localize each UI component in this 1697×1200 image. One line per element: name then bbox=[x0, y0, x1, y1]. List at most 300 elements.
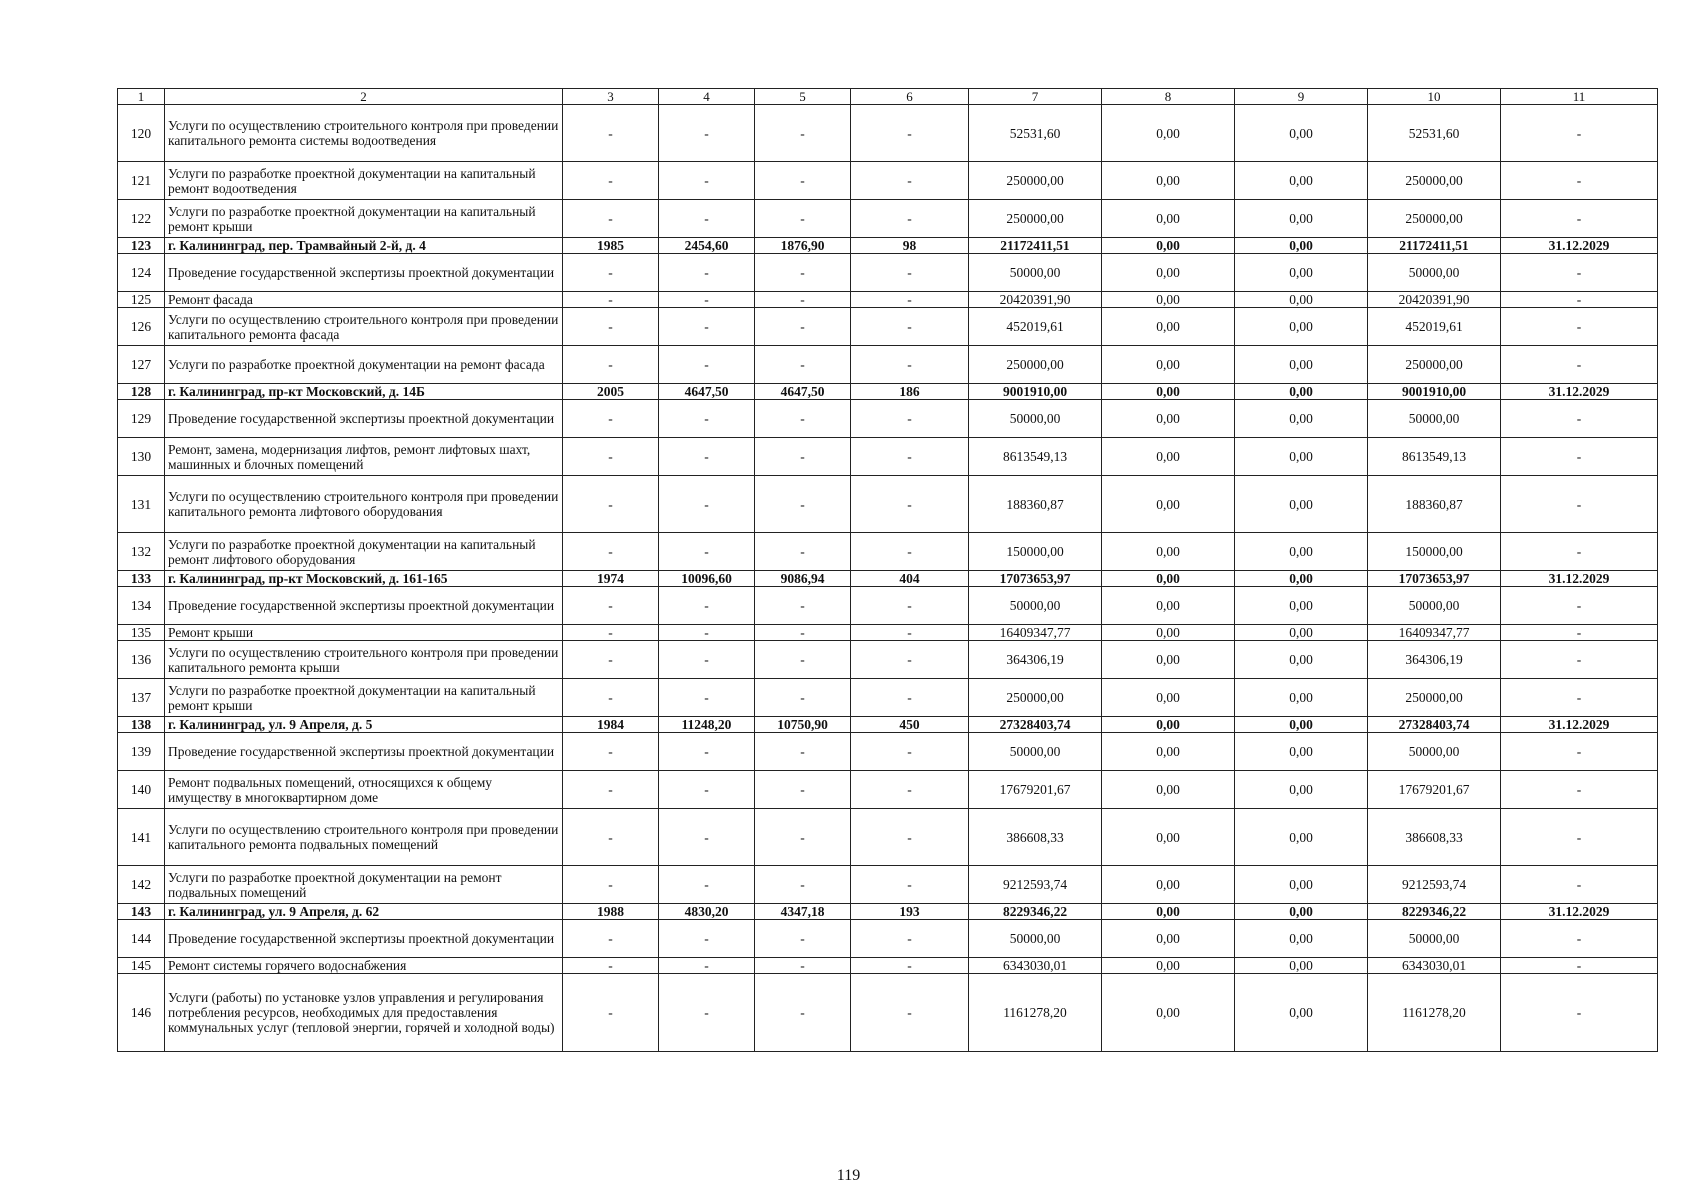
row-number-cell: 142 bbox=[118, 866, 165, 904]
table-body bbox=[118, 89, 1658, 1052]
year-built-cell: - bbox=[563, 920, 659, 958]
cost-col-9-cell: 0,00 bbox=[1235, 717, 1368, 733]
year-built-cell: - bbox=[563, 254, 659, 292]
deadline-cell: - bbox=[1501, 920, 1658, 958]
total-cost-cell: 52531,60 bbox=[969, 105, 1102, 162]
deadline-cell: - bbox=[1501, 438, 1658, 476]
residents-count-cell: - bbox=[851, 438, 969, 476]
total-cost-cell: 27328403,74 bbox=[969, 717, 1102, 733]
table-row bbox=[118, 958, 1658, 974]
row-number-cell: 126 bbox=[118, 308, 165, 346]
total-cost-cell: 250000,00 bbox=[969, 679, 1102, 717]
column-header: 4 bbox=[659, 89, 755, 105]
column-header: 1 bbox=[118, 89, 165, 105]
cost-col-9-cell: 0,00 bbox=[1235, 308, 1368, 346]
page-number: 119 bbox=[836, 1167, 861, 1184]
year-built-cell: - bbox=[563, 200, 659, 238]
cost-col-9-cell: 0,00 bbox=[1235, 105, 1368, 162]
residents-count-cell: - bbox=[851, 866, 969, 904]
total-area-cell: 4830,20 bbox=[659, 904, 755, 920]
column-header: 10 bbox=[1368, 89, 1501, 105]
row-number-cell: 131 bbox=[118, 476, 165, 533]
table-row bbox=[118, 641, 1658, 679]
table-row bbox=[118, 476, 1658, 533]
work-description-cell: Ремонт подвальных помещений, относящихся к общему имуществу в многоквартирном доме bbox=[165, 771, 563, 809]
row-number-cell: 140 bbox=[118, 771, 165, 809]
living-area-cell: - bbox=[755, 254, 851, 292]
total-cost-cell: 8613549,13 bbox=[969, 438, 1102, 476]
year-built-cell: - bbox=[563, 533, 659, 571]
cost-col-10-cell: 52531,60 bbox=[1368, 105, 1501, 162]
year-built-cell: - bbox=[563, 587, 659, 625]
row-number-cell: 123 bbox=[118, 238, 165, 254]
residents-count-cell: - bbox=[851, 476, 969, 533]
cost-col-8-cell: 0,00 bbox=[1102, 162, 1235, 200]
total-cost-cell: 16409347,77 bbox=[969, 625, 1102, 641]
total-area-cell: - bbox=[659, 587, 755, 625]
cost-col-9-cell: 0,00 bbox=[1235, 162, 1368, 200]
column-header: 6 bbox=[851, 89, 969, 105]
cost-col-10-cell: 27328403,74 bbox=[1368, 717, 1501, 733]
row-number-cell: 122 bbox=[118, 200, 165, 238]
cost-col-8-cell: 0,00 bbox=[1102, 974, 1235, 1052]
work-description-cell: Ремонт фасада bbox=[165, 292, 563, 308]
work-description-cell: Проведение государственной экспертизы проектной документации bbox=[165, 920, 563, 958]
cost-col-9-cell: 0,00 bbox=[1235, 238, 1368, 254]
cost-col-9-cell: 0,00 bbox=[1235, 866, 1368, 904]
total-cost-cell: 9212593,74 bbox=[969, 866, 1102, 904]
address-row bbox=[118, 238, 1658, 254]
residents-count-cell: - bbox=[851, 254, 969, 292]
table-row bbox=[118, 920, 1658, 958]
residents-count-cell: - bbox=[851, 809, 969, 866]
year-built-cell: - bbox=[563, 771, 659, 809]
work-description-cell: г. Калининград, пер. Трамвайный 2-й, д. 4 bbox=[165, 238, 563, 254]
cost-col-10-cell: 50000,00 bbox=[1368, 920, 1501, 958]
deadline-cell: - bbox=[1501, 105, 1658, 162]
total-area-cell: - bbox=[659, 679, 755, 717]
row-number-cell: 144 bbox=[118, 920, 165, 958]
table-row bbox=[118, 400, 1658, 438]
cost-col-8-cell: 0,00 bbox=[1102, 400, 1235, 438]
row-number-cell: 141 bbox=[118, 809, 165, 866]
table-row bbox=[118, 809, 1658, 866]
table-row bbox=[118, 771, 1658, 809]
cost-col-8-cell: 0,00 bbox=[1102, 920, 1235, 958]
deadline-cell: - bbox=[1501, 254, 1658, 292]
table-row bbox=[118, 162, 1658, 200]
cost-col-9-cell: 0,00 bbox=[1235, 733, 1368, 771]
table-row bbox=[118, 105, 1658, 162]
residents-count-cell: - bbox=[851, 308, 969, 346]
address-row bbox=[118, 384, 1658, 400]
deadline-cell: - bbox=[1501, 771, 1658, 809]
living-area-cell: - bbox=[755, 200, 851, 238]
cost-col-10-cell: 20420391,90 bbox=[1368, 292, 1501, 308]
deadline-cell: - bbox=[1501, 958, 1658, 974]
cost-col-10-cell: 17679201,67 bbox=[1368, 771, 1501, 809]
cost-col-10-cell: 50000,00 bbox=[1368, 587, 1501, 625]
cost-col-8-cell: 0,00 bbox=[1102, 254, 1235, 292]
work-description-cell: Проведение государственной экспертизы проектной документации bbox=[165, 254, 563, 292]
residents-count-cell: - bbox=[851, 105, 969, 162]
cost-col-9-cell: 0,00 bbox=[1235, 254, 1368, 292]
living-area-cell: - bbox=[755, 533, 851, 571]
total-cost-cell: 20420391,90 bbox=[969, 292, 1102, 308]
total-cost-cell: 50000,00 bbox=[969, 254, 1102, 292]
residents-count-cell: - bbox=[851, 679, 969, 717]
cost-col-8-cell: 0,00 bbox=[1102, 587, 1235, 625]
living-area-cell: - bbox=[755, 679, 851, 717]
work-description-cell: Услуги по осуществлению строительного контроля при проведении капитального ремонта крыши bbox=[165, 641, 563, 679]
cost-col-9-cell: 0,00 bbox=[1235, 476, 1368, 533]
work-description-cell: Ремонт крыши bbox=[165, 625, 563, 641]
work-description-cell: г. Калининград, ул. 9 Апреля, д. 62 bbox=[165, 904, 563, 920]
cost-col-9-cell: 0,00 bbox=[1235, 571, 1368, 587]
total-area-cell: - bbox=[659, 866, 755, 904]
cost-col-9-cell: 0,00 bbox=[1235, 974, 1368, 1052]
work-description-cell: Услуги по осуществлению строительного контроля при проведении капитального ремонта системы водоотведения bbox=[165, 105, 563, 162]
residents-count-cell: - bbox=[851, 400, 969, 438]
living-area-cell: - bbox=[755, 400, 851, 438]
residents-count-cell: 450 bbox=[851, 717, 969, 733]
total-cost-cell: 386608,33 bbox=[969, 809, 1102, 866]
total-cost-cell: 250000,00 bbox=[969, 162, 1102, 200]
living-area-cell: 1876,90 bbox=[755, 238, 851, 254]
cost-col-9-cell: 0,00 bbox=[1235, 958, 1368, 974]
year-built-cell: - bbox=[563, 476, 659, 533]
total-cost-cell: 250000,00 bbox=[969, 346, 1102, 384]
cost-col-8-cell: 0,00 bbox=[1102, 717, 1235, 733]
cost-col-9-cell: 0,00 bbox=[1235, 400, 1368, 438]
cost-col-9-cell: 0,00 bbox=[1235, 809, 1368, 866]
cost-col-8-cell: 0,00 bbox=[1102, 866, 1235, 904]
column-header: 7 bbox=[969, 89, 1102, 105]
work-description-cell: Услуги по разработке проектной документации на капитальный ремонт лифтового оборудования bbox=[165, 533, 563, 571]
work-description-cell: Ремонт системы горячего водоснабжения bbox=[165, 958, 563, 974]
living-area-cell: 9086,94 bbox=[755, 571, 851, 587]
cost-col-8-cell: 0,00 bbox=[1102, 438, 1235, 476]
total-area-cell: - bbox=[659, 162, 755, 200]
cost-col-8-cell: 0,00 bbox=[1102, 625, 1235, 641]
work-description-cell: Услуги по осуществлению строительного контроля при проведении капитального ремонта лифтового оборудования bbox=[165, 476, 563, 533]
row-number-cell: 139 bbox=[118, 733, 165, 771]
total-cost-cell: 250000,00 bbox=[969, 200, 1102, 238]
total-area-cell: 4647,50 bbox=[659, 384, 755, 400]
living-area-cell: - bbox=[755, 866, 851, 904]
table-row bbox=[118, 308, 1658, 346]
column-header: 11 bbox=[1501, 89, 1658, 105]
table-row bbox=[118, 587, 1658, 625]
cost-col-8-cell: 0,00 bbox=[1102, 308, 1235, 346]
row-number-cell: 129 bbox=[118, 400, 165, 438]
table-row bbox=[118, 866, 1658, 904]
row-number-cell: 136 bbox=[118, 641, 165, 679]
deadline-cell: - bbox=[1501, 346, 1658, 384]
total-area-cell: - bbox=[659, 974, 755, 1052]
year-built-cell: 2005 bbox=[563, 384, 659, 400]
cost-col-10-cell: 386608,33 bbox=[1368, 809, 1501, 866]
total-cost-cell: 364306,19 bbox=[969, 641, 1102, 679]
row-number-cell: 132 bbox=[118, 533, 165, 571]
residents-count-cell: - bbox=[851, 162, 969, 200]
year-built-cell: 1974 bbox=[563, 571, 659, 587]
cost-col-8-cell: 0,00 bbox=[1102, 809, 1235, 866]
cost-col-10-cell: 8229346,22 bbox=[1368, 904, 1501, 920]
deadline-cell: - bbox=[1501, 400, 1658, 438]
address-row bbox=[118, 571, 1658, 587]
total-area-cell: - bbox=[659, 625, 755, 641]
cost-col-8-cell: 0,00 bbox=[1102, 105, 1235, 162]
cost-col-10-cell: 50000,00 bbox=[1368, 400, 1501, 438]
cost-col-8-cell: 0,00 bbox=[1102, 641, 1235, 679]
total-cost-cell: 17073653,97 bbox=[969, 571, 1102, 587]
work-description-cell: Ремонт, замена, модернизация лифтов, ремонт лифтовых шахт, машинных и блочных помещений bbox=[165, 438, 563, 476]
deadline-cell: - bbox=[1501, 974, 1658, 1052]
table-row bbox=[118, 625, 1658, 641]
living-area-cell: - bbox=[755, 308, 851, 346]
row-number-cell: 137 bbox=[118, 679, 165, 717]
work-description-cell: Проведение государственной экспертизы проектной документации bbox=[165, 733, 563, 771]
deadline-cell: 31.12.2029 bbox=[1501, 717, 1658, 733]
cost-col-8-cell: 0,00 bbox=[1102, 571, 1235, 587]
cost-col-10-cell: 16409347,77 bbox=[1368, 625, 1501, 641]
living-area-cell: - bbox=[755, 162, 851, 200]
residents-count-cell: - bbox=[851, 920, 969, 958]
total-cost-cell: 6343030,01 bbox=[969, 958, 1102, 974]
cost-col-10-cell: 8613549,13 bbox=[1368, 438, 1501, 476]
cost-col-8-cell: 0,00 bbox=[1102, 733, 1235, 771]
column-header: 3 bbox=[563, 89, 659, 105]
cost-col-9-cell: 0,00 bbox=[1235, 292, 1368, 308]
cost-col-9-cell: 0,00 bbox=[1235, 587, 1368, 625]
living-area-cell: 4647,50 bbox=[755, 384, 851, 400]
total-area-cell: - bbox=[659, 200, 755, 238]
table-row bbox=[118, 346, 1658, 384]
cost-col-10-cell: 188360,87 bbox=[1368, 476, 1501, 533]
row-number-cell: 128 bbox=[118, 384, 165, 400]
column-header: 2 bbox=[165, 89, 563, 105]
work-description-cell: Услуги по разработке проектной документации на капитальный ремонт водоотведения bbox=[165, 162, 563, 200]
total-cost-cell: 9001910,00 bbox=[969, 384, 1102, 400]
residents-count-cell: - bbox=[851, 733, 969, 771]
cost-col-9-cell: 0,00 bbox=[1235, 679, 1368, 717]
year-built-cell: 1985 bbox=[563, 238, 659, 254]
cost-col-9-cell: 0,00 bbox=[1235, 904, 1368, 920]
living-area-cell: - bbox=[755, 438, 851, 476]
total-cost-cell: 17679201,67 bbox=[969, 771, 1102, 809]
total-cost-cell: 8229346,22 bbox=[969, 904, 1102, 920]
total-area-cell: 2454,60 bbox=[659, 238, 755, 254]
cost-col-8-cell: 0,00 bbox=[1102, 958, 1235, 974]
living-area-cell: - bbox=[755, 476, 851, 533]
capital-repair-table bbox=[117, 88, 1658, 1052]
cost-col-10-cell: 50000,00 bbox=[1368, 733, 1501, 771]
cost-col-10-cell: 50000,00 bbox=[1368, 254, 1501, 292]
cost-col-8-cell: 0,00 bbox=[1102, 679, 1235, 717]
table-row bbox=[118, 200, 1658, 238]
cost-col-9-cell: 0,00 bbox=[1235, 771, 1368, 809]
row-number-cell: 143 bbox=[118, 904, 165, 920]
total-area-cell: - bbox=[659, 920, 755, 958]
living-area-cell: - bbox=[755, 587, 851, 625]
year-built-cell: - bbox=[563, 162, 659, 200]
deadline-cell: - bbox=[1501, 641, 1658, 679]
row-number-cell: 124 bbox=[118, 254, 165, 292]
total-area-cell: - bbox=[659, 641, 755, 679]
deadline-cell: - bbox=[1501, 625, 1658, 641]
total-area-cell: - bbox=[659, 958, 755, 974]
living-area-cell: 4347,18 bbox=[755, 904, 851, 920]
year-built-cell: - bbox=[563, 866, 659, 904]
living-area-cell: - bbox=[755, 920, 851, 958]
cost-col-8-cell: 0,00 bbox=[1102, 346, 1235, 384]
row-number-cell: 133 bbox=[118, 571, 165, 587]
deadline-cell: - bbox=[1501, 866, 1658, 904]
cost-col-10-cell: 21172411,51 bbox=[1368, 238, 1501, 254]
residents-count-cell: - bbox=[851, 771, 969, 809]
cost-col-10-cell: 250000,00 bbox=[1368, 200, 1501, 238]
table-row bbox=[118, 292, 1658, 308]
row-number-cell: 127 bbox=[118, 346, 165, 384]
year-built-cell: - bbox=[563, 679, 659, 717]
residents-count-cell: - bbox=[851, 587, 969, 625]
year-built-cell: - bbox=[563, 400, 659, 438]
cost-col-8-cell: 0,00 bbox=[1102, 384, 1235, 400]
work-description-cell: Услуги по разработке проектной документации на ремонт подвальных помещений bbox=[165, 866, 563, 904]
year-built-cell: - bbox=[563, 105, 659, 162]
total-area-cell: - bbox=[659, 771, 755, 809]
cost-col-8-cell: 0,00 bbox=[1102, 292, 1235, 308]
row-number-cell: 146 bbox=[118, 974, 165, 1052]
year-built-cell: - bbox=[563, 438, 659, 476]
work-description-cell: Услуги по разработке проектной документации на ремонт фасада bbox=[165, 346, 563, 384]
deadline-cell: - bbox=[1501, 533, 1658, 571]
column-header: 5 bbox=[755, 89, 851, 105]
total-cost-cell: 50000,00 bbox=[969, 587, 1102, 625]
cost-col-10-cell: 364306,19 bbox=[1368, 641, 1501, 679]
deadline-cell: 31.12.2029 bbox=[1501, 384, 1658, 400]
residents-count-cell: - bbox=[851, 625, 969, 641]
deadline-cell: - bbox=[1501, 679, 1658, 717]
cost-col-8-cell: 0,00 bbox=[1102, 771, 1235, 809]
residents-count-cell: 193 bbox=[851, 904, 969, 920]
total-cost-cell: 188360,87 bbox=[969, 476, 1102, 533]
residents-count-cell: 98 bbox=[851, 238, 969, 254]
year-built-cell: - bbox=[563, 974, 659, 1052]
total-cost-cell: 1161278,20 bbox=[969, 974, 1102, 1052]
residents-count-cell: - bbox=[851, 641, 969, 679]
residents-count-cell: - bbox=[851, 292, 969, 308]
work-description-cell: Услуги по разработке проектной документации на капитальный ремонт крыши bbox=[165, 679, 563, 717]
living-area-cell: - bbox=[755, 974, 851, 1052]
cost-col-10-cell: 250000,00 bbox=[1368, 162, 1501, 200]
year-built-cell: - bbox=[563, 641, 659, 679]
cost-col-8-cell: 0,00 bbox=[1102, 200, 1235, 238]
total-area-cell: - bbox=[659, 254, 755, 292]
cost-col-9-cell: 0,00 bbox=[1235, 533, 1368, 571]
column-header: 9 bbox=[1235, 89, 1368, 105]
total-area-cell: - bbox=[659, 476, 755, 533]
deadline-cell: - bbox=[1501, 162, 1658, 200]
deadline-cell: - bbox=[1501, 587, 1658, 625]
cost-col-10-cell: 1161278,20 bbox=[1368, 974, 1501, 1052]
deadline-cell: - bbox=[1501, 200, 1658, 238]
total-area-cell: - bbox=[659, 105, 755, 162]
year-built-cell: - bbox=[563, 958, 659, 974]
total-area-cell: 11248,20 bbox=[659, 717, 755, 733]
residents-count-cell: - bbox=[851, 974, 969, 1052]
table-row bbox=[118, 254, 1658, 292]
cost-col-10-cell: 250000,00 bbox=[1368, 346, 1501, 384]
deadline-cell: - bbox=[1501, 292, 1658, 308]
cost-col-10-cell: 9001910,00 bbox=[1368, 384, 1501, 400]
address-row bbox=[118, 717, 1658, 733]
cost-col-10-cell: 17073653,97 bbox=[1368, 571, 1501, 587]
cost-col-8-cell: 0,00 bbox=[1102, 476, 1235, 533]
table-row bbox=[118, 533, 1658, 571]
total-area-cell: 10096,60 bbox=[659, 571, 755, 587]
work-description-cell: г. Калининград, ул. 9 Апреля, д. 5 bbox=[165, 717, 563, 733]
deadline-cell: 31.12.2029 bbox=[1501, 904, 1658, 920]
row-number-cell: 125 bbox=[118, 292, 165, 308]
deadline-cell: 31.12.2029 bbox=[1501, 571, 1658, 587]
residents-count-cell: 404 bbox=[851, 571, 969, 587]
year-built-cell: 1988 bbox=[563, 904, 659, 920]
year-built-cell: - bbox=[563, 733, 659, 771]
total-cost-cell: 21172411,51 bbox=[969, 238, 1102, 254]
residents-count-cell: - bbox=[851, 200, 969, 238]
total-area-cell: - bbox=[659, 346, 755, 384]
cost-col-8-cell: 0,00 bbox=[1102, 904, 1235, 920]
work-description-cell: г. Калининград, пр-кт Московский, д. 161-165 bbox=[165, 571, 563, 587]
work-description-cell: Услуги (работы) по установке узлов управления и регулирования потребления ресурсов, необходимых для предоставления коммунальных услуг (тепловой энергии, горячей и холодной воды) bbox=[165, 974, 563, 1052]
column-header: 8 bbox=[1102, 89, 1235, 105]
living-area-cell: - bbox=[755, 733, 851, 771]
cost-col-9-cell: 0,00 bbox=[1235, 200, 1368, 238]
residents-count-cell: - bbox=[851, 958, 969, 974]
total-area-cell: - bbox=[659, 438, 755, 476]
year-built-cell: - bbox=[563, 308, 659, 346]
deadline-cell: - bbox=[1501, 308, 1658, 346]
cost-col-8-cell: 0,00 bbox=[1102, 533, 1235, 571]
cost-col-9-cell: 0,00 bbox=[1235, 438, 1368, 476]
deadline-cell: - bbox=[1501, 476, 1658, 533]
row-number-cell: 121 bbox=[118, 162, 165, 200]
living-area-cell: - bbox=[755, 641, 851, 679]
year-built-cell: - bbox=[563, 625, 659, 641]
table-row bbox=[118, 733, 1658, 771]
work-description-cell: Проведение государственной экспертизы проектной документации bbox=[165, 400, 563, 438]
deadline-cell: - bbox=[1501, 733, 1658, 771]
work-description-cell: г. Калининград, пр-кт Московский, д. 14Б bbox=[165, 384, 563, 400]
table-row bbox=[118, 438, 1658, 476]
deadline-cell: 31.12.2029 bbox=[1501, 238, 1658, 254]
year-built-cell: - bbox=[563, 346, 659, 384]
living-area-cell: - bbox=[755, 105, 851, 162]
residents-count-cell: - bbox=[851, 346, 969, 384]
total-area-cell: - bbox=[659, 809, 755, 866]
total-cost-cell: 452019,61 bbox=[969, 308, 1102, 346]
residents-count-cell: 186 bbox=[851, 384, 969, 400]
row-number-cell: 145 bbox=[118, 958, 165, 974]
deadline-cell: - bbox=[1501, 809, 1658, 866]
year-built-cell: - bbox=[563, 292, 659, 308]
cost-col-9-cell: 0,00 bbox=[1235, 625, 1368, 641]
living-area-cell: - bbox=[755, 771, 851, 809]
living-area-cell: - bbox=[755, 346, 851, 384]
residents-count-cell: - bbox=[851, 533, 969, 571]
